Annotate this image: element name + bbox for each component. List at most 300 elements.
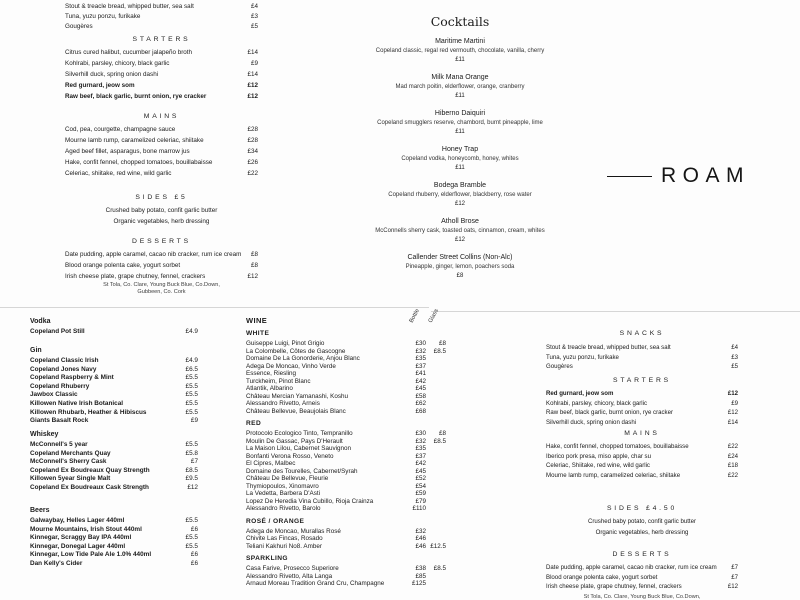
wine-glass-price [426, 385, 446, 393]
wine-item-row [246, 565, 446, 573]
wine-item-row [246, 370, 446, 378]
wine-glass-price [426, 370, 446, 378]
snacks-list [546, 343, 738, 372]
cocktail-entry [365, 38, 555, 64]
wine-name: Château De Bellevue, Fleurie [246, 475, 329, 482]
item-name: Tuna, yuzu ponzu, furikake [546, 353, 619, 361]
sides-heading: SIDES £4.50 [606, 505, 678, 512]
cocktail-name: Maritime Martini [435, 38, 485, 45]
wine-bottle-price: £85 [415, 572, 426, 580]
drink-name: Copeland Ex Boudreaux Cask Strength [30, 483, 149, 491]
whiskey-section [30, 430, 198, 493]
drink-price: £7 [190, 458, 198, 466]
wine-name: Château Mercian Yamanashi, Koshu [246, 392, 348, 400]
wine-glass-price [426, 400, 446, 408]
cocktail-description: Copeland rhuberry, elderflower, blackberry, rose water [388, 192, 532, 198]
menu-item-row [65, 271, 258, 282]
menu-item-row [65, 260, 258, 271]
item-name: Date pudding, apple caramel, cacao nib cracker, rum ice cream [546, 564, 717, 571]
wine-bottle-price: £58 [415, 392, 426, 400]
wine-bottle-price: £125 [411, 580, 426, 587]
cocktail-price: £11 [455, 93, 465, 99]
vodka-section [30, 317, 198, 337]
menu-item-row [546, 563, 738, 573]
drink-price: £12 [187, 483, 198, 491]
starters-list [546, 389, 738, 427]
wine-name: Château Bellevue, Beaujolais Blanc [246, 407, 346, 415]
vodka-list [30, 328, 198, 337]
sides-list [65, 205, 258, 227]
wine-glass-price [426, 445, 446, 453]
item-price: £7 [731, 564, 738, 571]
menu-item-row [546, 471, 738, 481]
starters-heading: STARTERS [612, 377, 672, 384]
wine-bottle-price: £42 [415, 377, 426, 385]
drink-price: £5.5 [185, 374, 198, 382]
drink-price: £5.5 [185, 399, 198, 407]
menu-item-row [65, 2, 258, 12]
wine-bottle-price: £45 [415, 385, 426, 392]
menu-item-row [65, 12, 258, 22]
wine-bottle-price: £68 [415, 407, 426, 415]
rose-orange-heading: ROSÉ / ORANGE [246, 517, 305, 525]
starters-list [65, 47, 258, 102]
item-price: £4 [250, 3, 258, 10]
item-name: Stout & treacle bread, whipped butter, sea salt [546, 344, 671, 351]
wine-item-row [246, 535, 446, 543]
sides-heading: SIDES £5 [135, 194, 188, 201]
wine-bottle-price: £54 [415, 482, 426, 490]
menu-item-row [65, 249, 258, 260]
wine-item-row [246, 438, 446, 446]
page-edge-rule-right [431, 311, 800, 312]
glass-column-label: Glass [427, 308, 440, 324]
wine-glass-price [426, 408, 446, 416]
wine-name: Teliani Kakhuri No8. Amber [246, 542, 322, 550]
wine-glass-price [426, 460, 446, 468]
item-name: Celeriac, shiitake, red wine, wild garlic [65, 170, 172, 177]
item-name: Hake, confit fennel, chopped tomatoes, bouillabaisse [65, 159, 213, 166]
wine-item-row [246, 483, 446, 491]
cocktail-name: Honey Trap [441, 146, 479, 153]
drink-name: Giants Basalt Rock [30, 417, 89, 425]
drink-name: Killowen Rhubarb, Heather & Hibiscus [30, 408, 147, 416]
drink-name: McConnell's 5 year [30, 441, 88, 448]
drink-name: Killowen Native Irish Botanical [30, 399, 124, 407]
brand-logo [607, 164, 750, 188]
cheese-note-line: Gubbeen, Co. Cork [137, 288, 186, 295]
menu-item-row [65, 124, 258, 135]
red-wine-heading: RED [246, 420, 262, 427]
drink-name: McConnell's Sherry Cask [30, 458, 107, 466]
wine-name: Bonfanti Verona Rosso, Veneto [246, 452, 334, 460]
wine-name: Alessandro Rivetto, Barolo [246, 505, 321, 512]
drink-item-row [30, 441, 198, 450]
wine-item-row [246, 543, 446, 551]
wine-glass-price: £8 [438, 430, 446, 437]
drink-item-row [30, 551, 198, 560]
item-price: £14 [247, 71, 258, 78]
menu-item-row [546, 362, 738, 372]
wine-item-row [246, 355, 446, 363]
red-wine-section [246, 420, 446, 513]
item-price: £3 [250, 13, 258, 20]
drink-item-row [30, 409, 198, 418]
drink-price: £5.5 [185, 517, 198, 524]
drink-item-row [30, 467, 198, 476]
cocktail-description: Copeland smugglers reserve, chambord, burnt pineapple, lime [377, 120, 543, 126]
wine-glass-price [426, 393, 446, 401]
wine-name: Essence, Riesling [246, 370, 297, 377]
beers-section [30, 506, 198, 569]
item-name: Citrus cured halibut, cucumber jalapeño broth [65, 49, 193, 56]
cheese-note [65, 282, 258, 296]
wine-item-row [246, 393, 446, 401]
gin-section [30, 346, 198, 426]
wine-bottle-price: £41 [415, 370, 426, 377]
wine-name: Alessandro Rivetto, Arneis [246, 400, 320, 407]
drink-item-row [30, 560, 198, 569]
item-price: £22 [247, 170, 258, 177]
cheese-note-line: St Tola, Co. Clare, Young Buck Blue, Co.Down, [583, 594, 701, 600]
drink-name: Copeland Rhuberry [30, 382, 90, 390]
drink-name: Copeland Classic Irish [30, 357, 99, 364]
item-price: £14 [247, 49, 258, 56]
drink-price: £5.5 [185, 408, 198, 416]
item-price: £22 [727, 443, 738, 450]
wine-bottle-price: £35 [415, 355, 426, 362]
menu-item-row [546, 582, 738, 592]
menu-item-row [65, 47, 258, 58]
brand-name: ROAM [661, 164, 750, 187]
wine-name: Atlantik, Albarino [246, 385, 293, 392]
item-name: Gougères [546, 363, 573, 371]
item-name: Mourne lamb rump, caramelized celeriac, shiitake [65, 137, 204, 144]
drink-item-row [30, 450, 198, 459]
item-price: £34 [247, 148, 258, 155]
wine-item-row [246, 528, 446, 536]
cocktail-description: Copeland classic, regal red vermouth, chocolate, vanilla, cherry [375, 48, 545, 54]
cocktails-list [365, 38, 555, 280]
wine-glass-price [426, 535, 446, 543]
item-name: Red gurnard, jeow som [65, 82, 135, 89]
wine-glass-price [426, 378, 446, 386]
bottle-column-label: Bottle [408, 308, 421, 324]
gin-list [30, 357, 198, 426]
wine-name: Moulin De Gassac, Pays D'Herault [246, 437, 343, 445]
desserts-heading: DESSERTS [612, 551, 672, 558]
item-name: Kohlrabi, parsley, chicory, black garlic [65, 60, 170, 67]
drink-price: £5.5 [185, 391, 198, 399]
desserts-list [546, 563, 738, 592]
wine-glass-price [426, 355, 446, 363]
wine-bottle-price: £37 [415, 362, 426, 370]
drink-item-row [30, 475, 198, 484]
wine-page [246, 308, 446, 593]
item-name: Tuna, yuzu ponzu, furikake [65, 13, 141, 20]
wine-name: La Vedetta, Barbera D'Asti [246, 490, 321, 497]
drink-price: £5.5 [185, 534, 198, 542]
wine-bottle-price: £32 [415, 437, 426, 445]
item-price: £3 [731, 353, 738, 361]
side-item: Organic vegetables, herb dressing [595, 528, 689, 536]
item-price: £12 [247, 82, 258, 89]
item-name: Celeriac, Shiitake, red wine, wild garlic [546, 462, 650, 470]
wine-name: Domaine De La Gonorderie, Anjou Blanc [246, 355, 360, 362]
wine-name: Casa Farive, Prosecco Superiore [246, 565, 339, 572]
desserts-list [65, 249, 258, 282]
wine-item-row [246, 505, 446, 513]
drink-item-row [30, 484, 198, 493]
wine-bottle-price: £110 [412, 505, 426, 512]
drink-name: Jawbox Classic [30, 391, 78, 399]
wine-bottle-price: £59 [415, 490, 426, 497]
drink-price: £6 [190, 551, 198, 559]
drink-item-row [30, 366, 198, 375]
beers-heading: Beers [30, 507, 50, 514]
wine-glass-price [426, 363, 446, 371]
mains-heading: MAINS [143, 113, 180, 120]
drink-item-row [30, 517, 198, 526]
snacks-list [65, 2, 258, 32]
cocktail-price: £8 [456, 273, 464, 279]
cheese-note-line: St Tola, Co. Clare, Young Buck Blue, Co.Down, [103, 282, 220, 288]
menu-item-row [65, 146, 258, 157]
wine-item-row [246, 430, 446, 438]
wine-item-row [246, 363, 446, 371]
white-wine-section [246, 330, 446, 415]
drink-name: Copeland Ex Boudreaux Quay Strength [30, 466, 150, 474]
white-wine-list [246, 340, 446, 415]
menu-item-row [65, 80, 258, 91]
item-name: Kohlrabi, parsley, chicory, black garlic [546, 399, 648, 407]
item-price: £9 [731, 399, 738, 407]
whiskey-heading: Whiskey [30, 431, 59, 438]
wine-bottle-price: £52 [415, 475, 426, 482]
wine-bottle-price: £35 [415, 445, 426, 452]
cocktail-description: McConnells sherry cask, toasted oats, cinnamon, cream, whites [375, 228, 545, 234]
item-name: Irish cheese plate, grape chutney, fennel, crackers [546, 583, 682, 591]
drink-item-row [30, 391, 198, 400]
menu-item-row [546, 418, 738, 428]
item-price: £5 [250, 23, 258, 30]
cocktail-price: £11 [455, 165, 465, 171]
wine-item-row [246, 445, 446, 453]
item-price: £9 [250, 60, 258, 67]
wine-glass-price: £8.5 [433, 347, 446, 355]
wine-name: Alessandro Rivetto, Alta Langa [246, 572, 333, 580]
wine-glass-price: £8 [438, 340, 446, 347]
drink-item-row [30, 526, 198, 535]
item-name: Aged beef fillet, asparagus, bone marrow jus [65, 148, 190, 155]
item-name: Cod, pea, courgette, champagne sauce [65, 126, 176, 133]
wine-name: La Maison Lilou, Cabernet Sauvignon [246, 445, 352, 452]
wine-item-row [246, 580, 446, 588]
cocktail-entry [365, 110, 555, 136]
wine-bottle-price: £30 [415, 340, 426, 347]
wine-name: Adega de Moncao, Murallas Rosé [246, 527, 341, 535]
wine-glass-price: £12.5 [430, 542, 446, 550]
wine-bottle-price: £46 [415, 535, 426, 542]
wine-bottle-price: £79 [415, 497, 426, 505]
white-wine-heading: WHITE [246, 330, 270, 337]
menu-item-row [546, 408, 738, 418]
item-price: £22 [727, 471, 738, 479]
wine-glass-price [426, 468, 446, 476]
cocktail-name: Bodega Bramble [433, 182, 487, 189]
cocktails-title: Cocktails [430, 14, 490, 29]
drink-item-row [30, 417, 198, 426]
wine-glass-price: £8.5 [433, 565, 446, 572]
red-wine-list [246, 430, 446, 513]
cocktail-price: £11 [455, 57, 465, 63]
wine-bottle-price: £62 [415, 400, 426, 407]
wine-glass-price [426, 580, 446, 588]
item-price: £7 [731, 573, 738, 581]
menu-item-row [546, 442, 738, 452]
mains-heading: MAINS [624, 430, 660, 437]
menu-item-row [65, 157, 258, 168]
cocktail-name: Milk Mana Orange [431, 74, 489, 81]
cocktail-entry [365, 218, 555, 244]
drink-item-row [30, 383, 198, 392]
item-name: Irish cheese plate, grape chutney, fennel, crackers [65, 273, 206, 280]
wine-item-row [246, 348, 446, 356]
wine-glass-price: £8.5 [433, 437, 446, 445]
item-price: £26 [247, 159, 258, 166]
item-price: £8 [250, 251, 258, 258]
cocktail-entry [365, 74, 555, 100]
menu-item-row [65, 22, 258, 32]
wine-item-row [246, 385, 446, 393]
wine-item-row [246, 378, 446, 386]
drink-name: Killowen 5year Single Malt [30, 475, 111, 483]
item-price: £5 [731, 363, 738, 371]
cocktail-entry [365, 182, 555, 208]
wine-item-row [246, 460, 446, 468]
drink-item-row [30, 357, 198, 366]
sparkling-list [246, 565, 446, 588]
menu-item-row [546, 353, 738, 363]
mains-list [546, 442, 738, 480]
desserts-heading: DESSERTS [132, 238, 191, 245]
item-price: £28 [247, 126, 258, 133]
wine-item-row [246, 490, 446, 498]
cocktail-entry [365, 254, 555, 280]
wine-glass-price [426, 573, 446, 581]
menu-item-row [65, 135, 258, 146]
wine-name: Chivite Las Fincas, Rosado [246, 535, 323, 542]
drink-item-row [30, 328, 198, 337]
menu-item-row [65, 168, 258, 179]
item-price: £24 [727, 452, 738, 460]
wine-name: Protocolo Ecologico Tinto, Tempranillo [246, 430, 353, 437]
drink-item-row [30, 534, 198, 543]
wine-name: Adega De Moncao, Vinho Verde [246, 362, 336, 370]
wine-name: Lopez De Heredia Vina Cubillo, Rioja Crainza [246, 497, 374, 505]
item-name: Gougères [65, 23, 93, 30]
wine-bottle-price: £37 [415, 452, 426, 460]
wine-item-row [246, 498, 446, 506]
item-name: Raw beef, black garlic, burnt onion, rye cracker [65, 93, 207, 100]
drink-price: £4.9 [185, 357, 198, 364]
drink-price: £8.5 [185, 466, 198, 474]
drink-name: Copeland Pot Still [30, 328, 85, 335]
drink-item-row [30, 543, 198, 552]
item-name: Date pudding, apple caramel, cacao nib cracker, rum ice cream [65, 251, 242, 258]
drink-item-row [30, 374, 198, 383]
cocktail-description: Pineapple, ginger, lemon, poachers soda [405, 264, 515, 270]
wine-bottle-price: £45 [415, 467, 426, 475]
rose-orange-list [246, 528, 446, 551]
wine-glass-price [426, 498, 446, 506]
page-edge-rule-left [0, 307, 429, 308]
item-name: Blood orange polenta cake, yogurt sorbet [65, 262, 181, 269]
drink-name: Kinnegar, Low Tide Pale Ale 1.0% 440ml [30, 551, 152, 559]
wine-item-row [246, 453, 446, 461]
item-name: Stout & treacle bread, whipped butter, sea salt [65, 3, 194, 10]
cocktail-entry [365, 146, 555, 172]
wine-name: Arnaud Moreau Tradition Grand Cru, Champagne [246, 580, 385, 587]
wine-bottle-price: £42 [415, 460, 426, 467]
side-item: Crushed baby potato, confit garlic butter [587, 518, 697, 525]
wine-item-row [246, 340, 446, 348]
menu-item-row [65, 58, 258, 69]
item-name: Mourne lamb rump, caramelized celeriac, shiitake [546, 471, 681, 479]
wine-item-row [246, 408, 446, 416]
snacks-heading: SNACKS [619, 330, 665, 337]
drink-price: £6 [190, 559, 198, 567]
cocktails-page [365, 14, 555, 290]
item-price: £14 [727, 418, 738, 426]
drink-price: £6 [190, 525, 198, 533]
wine-name: El Cipres, Malbec [246, 460, 296, 467]
item-price: £12 [727, 390, 738, 397]
drink-name: Mourne Mountains, Irish Stout 440ml [30, 525, 142, 533]
wine-bottle-price: £32 [415, 527, 426, 535]
wine-item-row [246, 468, 446, 476]
cocktail-price: £12 [454, 201, 465, 207]
drink-price: £5.5 [185, 382, 198, 390]
vodka-heading: Vodka [30, 318, 51, 325]
drink-name: Copeland Raspberry & Mint [30, 374, 114, 382]
item-price: £4 [731, 344, 738, 351]
item-price: £12 [247, 273, 258, 280]
item-name: Raw beef, black garlic, burnt onion, rye cracker [546, 409, 674, 417]
drink-price: £5.5 [185, 441, 198, 448]
menu-item-row [546, 343, 738, 353]
wine-name: Guiseppe Luigi, Pinot Grigio [246, 340, 325, 347]
cocktail-description: Mad march poitin, elderflower, orange, cranberry [395, 84, 525, 90]
wine-name: La Colombelle, Côtes de Gascogne [246, 347, 346, 355]
drink-name: Copeland Merchants Quay [30, 449, 111, 457]
item-name: Silverhill duck, spring onion dashi [546, 418, 637, 426]
gin-heading: Gin [30, 347, 42, 354]
drink-name: Kinnegar, Donegal Lager 440ml [30, 542, 126, 550]
item-price: £8 [250, 262, 258, 269]
drink-name: Kinnegar, Scraggy Bay IPA 440ml [30, 534, 132, 542]
cheese-note [546, 594, 738, 600]
wine-name: Domaine des Tourelles, Cabernet/Syrah [246, 467, 358, 475]
cocktail-description: Copeland vodka, honeycomb, honey, whites [401, 156, 519, 162]
drink-name: Galwaybay, Helles Lager 440ml [30, 517, 125, 524]
item-name: Hake, confit fennel, chopped tomatoes, bouillabaisse [546, 443, 689, 450]
beers-list [30, 517, 198, 569]
menu-item-row [65, 91, 258, 102]
drink-price: £4.9 [185, 328, 198, 335]
sides-list [546, 517, 738, 538]
wine-name: Turckheim, Pinot Blanc [246, 377, 311, 385]
